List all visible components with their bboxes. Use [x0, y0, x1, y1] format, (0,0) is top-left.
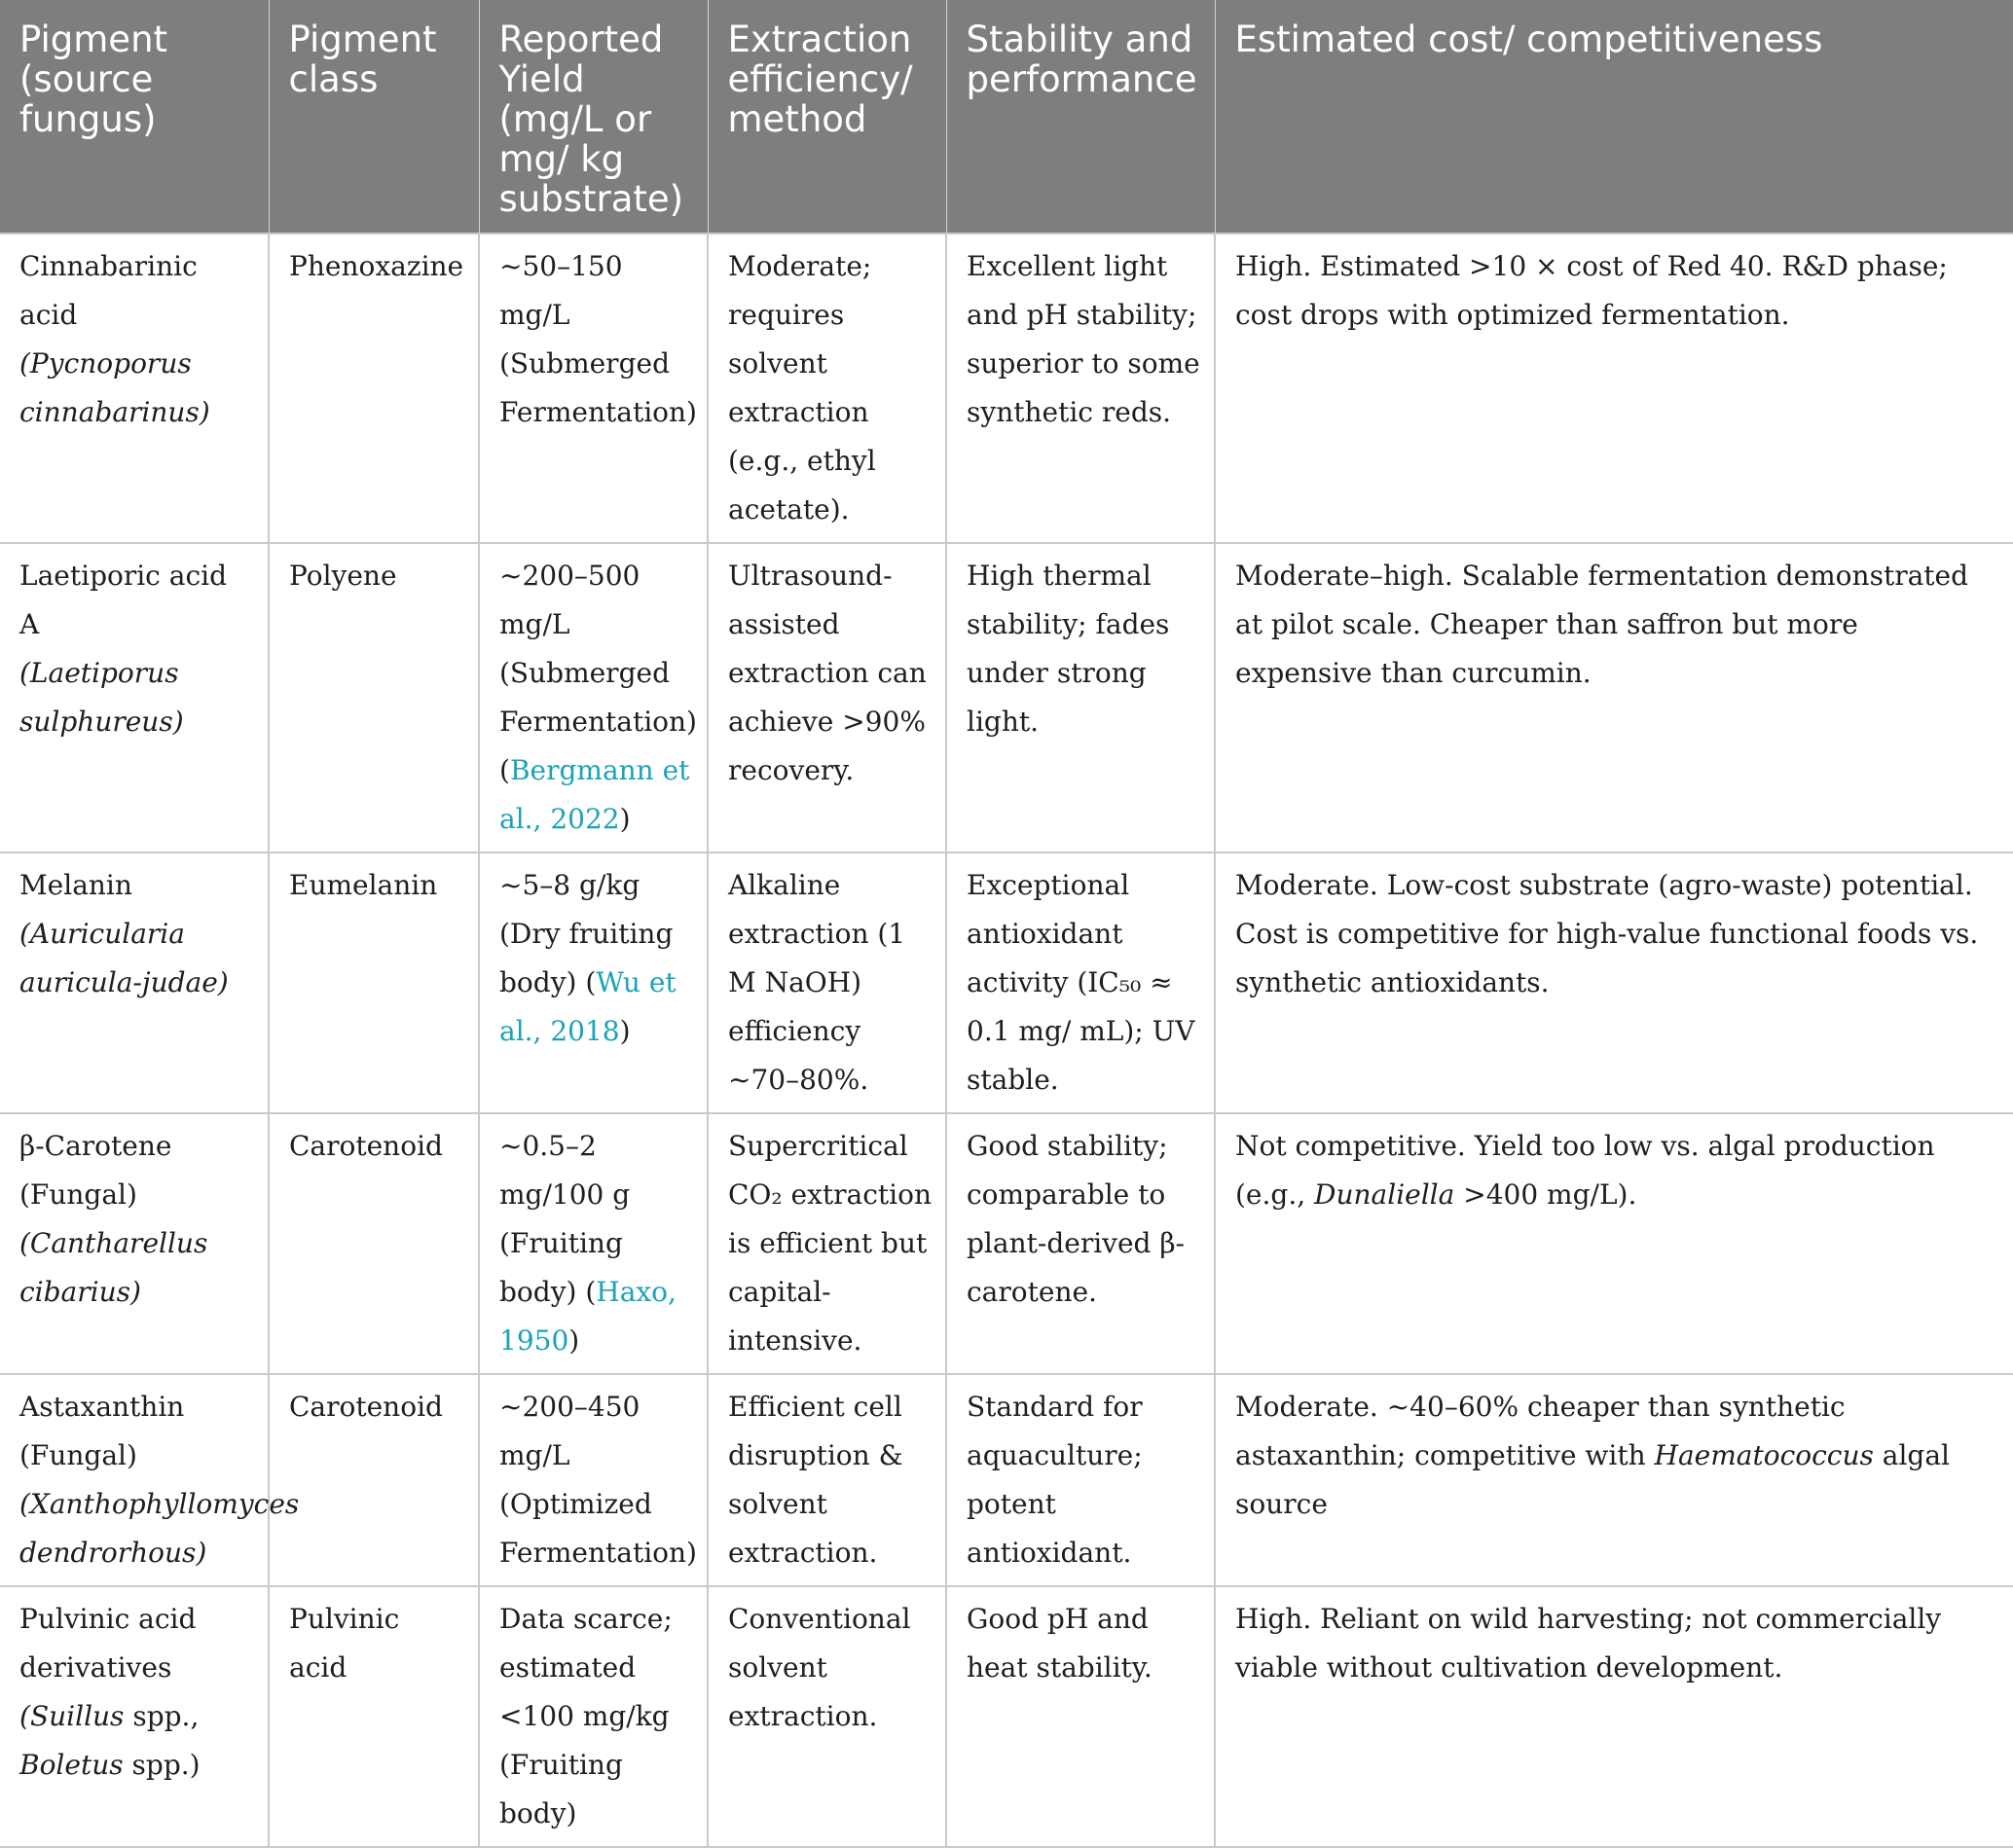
cell-extraction: Ultrasound-assisted extraction can achieve >90% recovery. [708, 543, 946, 852]
cell-cost: Moderate–high. Scalable fermentation demonstrated at pilot scale. Cheaper than saffron but more expensive than curcumin. [1215, 543, 2013, 852]
cell-stability: Good stability; comparable to plant-derived β-carotene. [946, 1113, 1215, 1374]
cost-after: algal source [1235, 1439, 1950, 1520]
cell-cost [1215, 1374, 2013, 1586]
cell-class: Eumelanin [269, 852, 479, 1113]
cell-extraction: Supercritical CO₂ extraction is efficient but capital-intensive. [708, 1113, 946, 1374]
header-row [0, 0, 2013, 234]
cell-pigment [0, 234, 269, 543]
cell-yield [479, 852, 708, 1113]
yield-text: ~5–8 g/kg (Dry fruiting body) ( [499, 869, 674, 998]
cell-class: Carotenoid [269, 1113, 479, 1374]
cell-cost: Moderate. Low-cost substrate (agro-waste) potential. Cost is competitive for high-value functional foods vs. synthetic antioxidants. [1215, 852, 2013, 1113]
table-row [0, 1374, 2013, 1586]
cell-class: Pulvinic acid [269, 1586, 479, 1847]
source-genus: Boletus [19, 1749, 124, 1781]
pigment-name: Laetiporic acid A [19, 560, 228, 640]
pigment-name: β-Carotene (Fungal) [19, 1130, 172, 1211]
cost-after: >400 mg/L). [1454, 1178, 1637, 1211]
cell-pigment [0, 1374, 300, 1586]
cost-text: Not competitive. Yield too low vs. algal production (e.g., [1235, 1130, 1935, 1211]
header-stability: Stability and performance [946, 0, 1215, 234]
cost-species: Haematococcus [1654, 1439, 1874, 1471]
cell-yield [479, 543, 708, 852]
cell-extraction: Alkaline extraction (1 M NaOH) efficiency ~70–80%. [708, 852, 946, 1113]
cell-yield: ~50–150 mg/L (Submerged Fermentation) [479, 234, 708, 543]
citation-link[interactable]: Wu et al., 2018 [499, 966, 677, 1047]
cell-stability: Good pH and heat stability. [946, 1586, 1215, 1847]
table-row [0, 1586, 2013, 1847]
header-extraction: Extraction efficiency/ method [708, 0, 946, 234]
source-genus: Suillus [29, 1700, 125, 1732]
source-spp: spp., [124, 1700, 200, 1732]
header-cost: Estimated cost/ competitiveness [1215, 0, 2013, 234]
header-class: Pigment class [269, 0, 479, 234]
citation-link[interactable]: Haxo, 1950 [499, 1276, 677, 1357]
citation-link[interactable]: Bergmann et al., 2022 [499, 754, 690, 835]
cell-cost: High. Reliant on wild harvesting; not commercially viable without cultivation development. [1215, 1586, 2013, 1847]
cell-stability: High thermal stability; fades under strong light. [946, 543, 1215, 852]
pigment-source: (Cantharellus cibarius) [19, 1227, 208, 1308]
cell-stability: Excellent light and pH stability; superior to some synthetic reds. [946, 234, 1215, 543]
cell-class: Polyene [269, 543, 479, 852]
yield-text: ~200–500 mg/L (Submerged Fermentation) ( [499, 560, 697, 786]
cell-extraction: Conventional solvent extraction. [708, 1586, 946, 1847]
pigment-source: (Laetiporus sulphureus) [19, 657, 184, 738]
header-pigment: Pigment (source fungus) [0, 0, 269, 234]
yield-text: ~0.5–2 mg/100 g (Fruiting body) ( [499, 1130, 631, 1308]
cell-extraction: Moderate; requires solvent extraction (e.g., ethyl acetate). [708, 234, 946, 543]
pigment-name: Cinnabarinic acid [19, 250, 198, 331]
cell-class: Phenoxazine [269, 234, 479, 543]
pigment-name: Astaxanthin (Fungal) [19, 1391, 185, 1471]
cell-class: Carotenoid [269, 1374, 479, 1586]
table-row [0, 234, 2013, 543]
table-row [0, 852, 2013, 1113]
pigment-source: (Pycnoporus cinnabarinus) [19, 347, 210, 428]
cell-pigment [0, 1586, 269, 1847]
table-row [0, 1113, 2013, 1374]
cell-pigment [0, 543, 269, 852]
yield-after: ) [619, 803, 631, 835]
cell-pigment [0, 1113, 269, 1374]
cell-yield [479, 1113, 708, 1374]
source-spp: spp.) [123, 1749, 201, 1781]
pigment-name: Melanin [19, 869, 132, 901]
cost-text: Moderate. ~40–60% cheaper than synthetic astaxanthin; competitive with [1235, 1391, 1846, 1471]
pigment-source: (Xanthophyllomyces dendrorhous) [19, 1488, 300, 1569]
cell-pigment [0, 852, 269, 1113]
cell-cost [1215, 1113, 2013, 1374]
cell-cost: High. Estimated >10 × cost of Red 40. R&D phase; cost drops with optimized fermentation. [1215, 234, 2013, 543]
header-yield: Reported Yield (mg/L or mg/ kg substrate) [479, 0, 708, 234]
cell-yield: Data scarce; estimated <100 mg/kg (Fruiting body) [479, 1586, 708, 1847]
yield-after: ) [619, 1015, 631, 1047]
pigment-name: Pulvinic acid derivatives [19, 1603, 197, 1684]
pigment-source: (Auricularia auricula-judae) [19, 918, 229, 998]
pigment-source [19, 1692, 254, 1790]
cost-species: Dunaliella [1314, 1178, 1455, 1211]
yield-after: ) [568, 1324, 580, 1357]
source-paren-open: ( [19, 1700, 30, 1732]
cell-extraction: Efficient cell disruption & solvent extraction. [708, 1374, 946, 1586]
cell-stability: Standard for aquaculture; potent antioxidant. [946, 1374, 1215, 1586]
cell-stability: Exceptional antioxidant activity (IC₅₀ ≈ 0.1 mg/ mL); UV stable. [946, 852, 1215, 1113]
table-row [0, 543, 2013, 852]
cell-yield: ~200–450 mg/L (Optimized Fermentation) [479, 1374, 708, 1586]
